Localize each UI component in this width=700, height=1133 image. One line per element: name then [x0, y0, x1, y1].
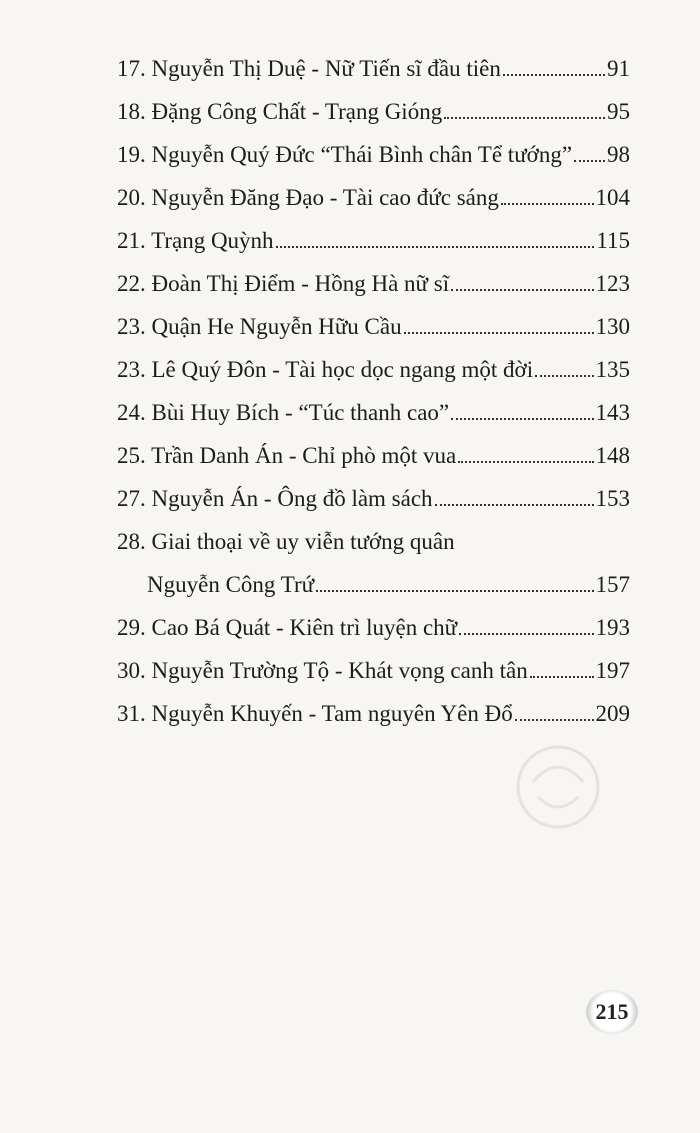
toc-entry-title: 28. Giai thoại về uy viễn tướng quân: [117, 529, 455, 554]
toc-entry-page: 148: [595, 443, 630, 468]
toc-entry-title: 21. Trạng Quỳnh: [117, 228, 274, 253]
toc-entry-title: 31. Nguyễn Khuyến - Tam nguyên Yên Đổ: [117, 701, 513, 726]
toc-entry[interactable]: [117, 47, 630, 90]
toc-entry[interactable]: [117, 90, 630, 133]
toc-entry[interactable]: [117, 219, 630, 262]
toc-entry-page: 157: [595, 572, 630, 597]
toc-entry-page: 98: [607, 142, 630, 167]
toc-entry-title: 27. Nguyễn Án - Ông đồ làm sách: [117, 486, 433, 511]
toc-entry-page: 135: [595, 357, 630, 382]
toc-leader-dots: [451, 289, 593, 291]
toc-entry-page: 209: [595, 701, 630, 726]
toc-entry-title: 24. Bùi Huy Bích - “Túc thanh cao”: [117, 400, 450, 425]
toc-entry[interactable]: [117, 477, 630, 520]
toc-leader-dots: [574, 160, 605, 162]
table-of-contents: [117, 47, 630, 735]
toc-entry-title: 23. Quận He Nguyễn Hữu Cầu: [117, 314, 402, 339]
toc-leader-dots: [459, 633, 593, 635]
toc-leader-dots: [404, 332, 594, 334]
toc-entry-title: 18. Đặng Công Chất - Trạng Gióng: [117, 99, 443, 124]
toc-entry-page: 197: [595, 658, 630, 683]
toc-entry[interactable]: [117, 305, 630, 348]
toc-entry[interactable]: [117, 434, 630, 477]
show-through-logo-icon: [508, 742, 608, 852]
toc-entry-title: 25. Trần Danh Án - Chỉ phò một vua: [117, 443, 457, 468]
toc-entry[interactable]: [117, 606, 630, 649]
page-number-badge: [586, 990, 638, 1034]
toc-entry[interactable]: [117, 520, 630, 563]
toc-entry[interactable]: [117, 348, 630, 391]
toc-entry-page: 143: [595, 400, 630, 425]
toc-entry-title: 30. Nguyễn Trường Tộ - Khát vọng canh tân: [117, 658, 528, 683]
toc-entry-page: 123: [595, 271, 630, 296]
toc-leader-dots: [535, 375, 593, 377]
toc-entry-title-continued: Nguyễn Công Trứ: [147, 572, 315, 597]
toc-entry-continuation[interactable]: [117, 563, 630, 606]
toc-entry-title: 19. Nguyễn Quý Đức “Thái Bình chân Tể tướng”: [117, 142, 573, 167]
toc-entry[interactable]: [117, 391, 630, 434]
toc-entry-page: 115: [596, 228, 630, 253]
toc-leader-dots: [530, 676, 594, 678]
toc-leader-dots: [503, 74, 605, 76]
toc-entry-title: 20. Nguyễn Đăng Đạo - Tài cao đức sáng: [117, 185, 499, 210]
toc-entry[interactable]: [117, 262, 630, 305]
toc-entry[interactable]: [117, 692, 630, 735]
toc-entry-page: 95: [607, 99, 630, 124]
toc-leader-dots: [458, 461, 593, 463]
toc-entry-title: 22. Đoàn Thị Điểm - Hồng Hà nữ sĩ: [117, 271, 450, 296]
toc-leader-dots: [515, 719, 594, 721]
toc-entry[interactable]: [117, 649, 630, 692]
toc-entry-title: 29. Cao Bá Quát - Kiên trì luyện chữ: [117, 615, 458, 640]
toc-leader-dots: [316, 590, 593, 592]
toc-entry[interactable]: [117, 176, 630, 219]
toc-entry-title: 17. Nguyễn Thị Duệ - Nữ Tiến sĩ đầu tiên: [117, 56, 501, 81]
toc-leader-dots: [451, 418, 593, 420]
toc-leader-dots: [435, 504, 594, 506]
toc-entry-title: 23. Lê Quý Đôn - Tài học dọc ngang một đời: [117, 357, 534, 382]
toc-entry-page: 91: [607, 56, 630, 81]
toc-leader-dots: [444, 117, 605, 119]
toc-leader-dots: [276, 246, 595, 248]
toc-entry-page: 104: [595, 185, 630, 210]
page-number: 215: [595, 999, 629, 1024]
toc-entry-page: 153: [595, 486, 630, 511]
toc-entry[interactable]: [117, 133, 630, 176]
toc-entry-page: 193: [595, 615, 630, 640]
toc-leader-dots: [501, 203, 594, 205]
toc-entry-page: 130: [595, 314, 630, 339]
